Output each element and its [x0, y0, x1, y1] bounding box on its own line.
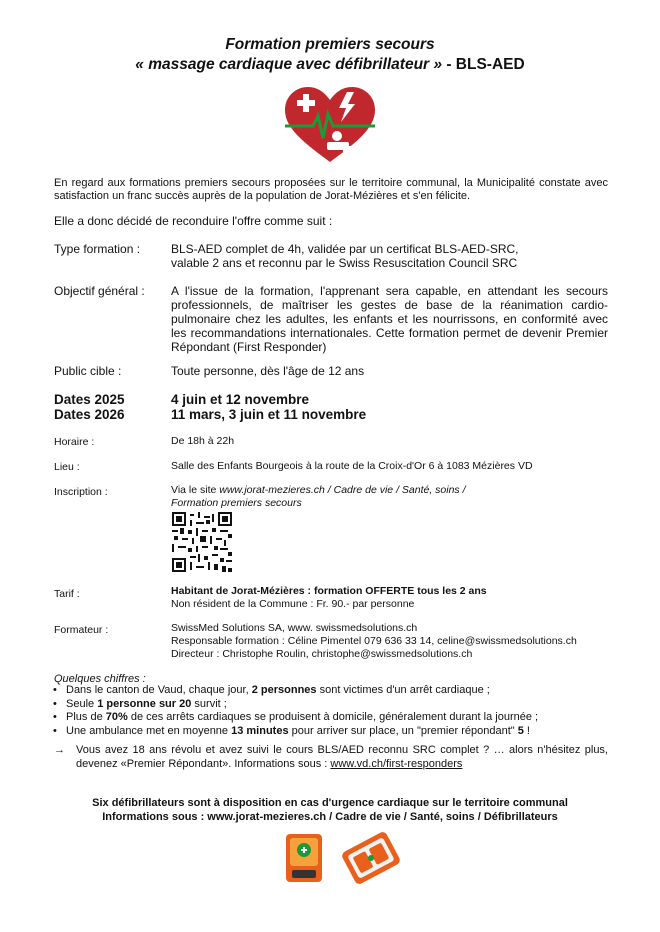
- intro-paragraph: En regard aux formations premiers secours proposées sur le territoire communal, la Municipalité constate avec satisfaction un franc succès auprès de la population de Jorat-Mézières et s'en félicite.: [54, 177, 608, 202]
- public-label: Public cible :: [54, 364, 122, 378]
- tarif-label: Tarif :: [54, 588, 80, 600]
- dates-2025-value: 4 juin et 12 novembre: [171, 392, 310, 407]
- inscription-value: [171, 484, 491, 510]
- list-item: • Seule 1 personne sur 20 survit ;: [52, 698, 612, 712]
- first-responder-note: [54, 743, 608, 771]
- chiffres-list: [52, 684, 612, 738]
- footer-line2: Informations sous : www.jorat-mezieres.ch / Cadre de vie / Santé, soins / Défibrillateurs: [102, 810, 558, 823]
- formateur-line3: Directeur : Christophe Roulin, christophe@swissmedsolutions.ch: [171, 648, 473, 660]
- horaire-label: Horaire :: [54, 436, 95, 448]
- footer-line1: Six défibrillateurs sont à disposition en cas d'urgence cardiaque sur le territoire communal: [92, 797, 568, 809]
- horaire-value: De 18h à 22h: [171, 435, 235, 447]
- subtitle-italic: « massage cardiaque avec défibrillateur »: [135, 56, 443, 73]
- lead-sentence: Elle a donc décidé de reconduire l'offre comme suit :: [54, 214, 333, 228]
- footer-info: [0, 797, 660, 824]
- formateur-line1: SwissMed Solutions SA, www. swissmedsolutions.ch: [171, 622, 418, 634]
- tarif-line2: Non résident de la Commune : Fr. 90.- par personne: [171, 598, 415, 610]
- chiffres-title: Quelques chiffres :: [54, 673, 146, 685]
- formateur-line2: Responsable formation : Céline Pimentel 079 636 33 14, celine@swissmedsolutions.ch: [171, 635, 577, 647]
- tarif-value: [171, 585, 608, 611]
- inscription-prefix: Via le site: [171, 484, 220, 496]
- dates-2026-value: 11 mars, 3 juin et 11 novembre: [171, 407, 367, 422]
- heart-aed-logo: [283, 86, 377, 164]
- inscription-link[interactable]: www.jorat-mezieres.ch / Cadre de vie / Santé, soins / Formation premiers secours: [171, 484, 466, 509]
- dates-2026-label: Dates 2026: [54, 407, 125, 422]
- subtitle-suffix: - BLS-AED: [442, 56, 525, 73]
- tarif-line1: Habitant de Jorat-Mézières : formation OFFERTE tous les 2 ans: [171, 585, 487, 597]
- first-responders-link[interactable]: www.vd.ch/first-responders: [330, 758, 463, 770]
- inscription-label: Inscription :: [54, 486, 108, 498]
- public-value: Toute personne, dès l'âge de 12 ans: [171, 364, 365, 378]
- arrow-icon: →: [54, 744, 65, 756]
- formateur-value: [171, 622, 608, 661]
- type-line1: BLS-AED complet de 4h, validée par un certificat BLS-AED-SRC,: [171, 242, 519, 256]
- type-value: [171, 242, 608, 270]
- objectif-label: Objectif général :: [54, 284, 145, 298]
- page-subtitle: [0, 56, 660, 74]
- type-line2: valable 2 ans et reconnu par le Swiss Resuscitation Council SRC: [171, 256, 518, 270]
- list-item: • Dans le canton de Vaud, chaque jour, 2 personnes sont victimes d'un arrêt cardiaque ;: [52, 684, 612, 698]
- defibrillator-icon: [284, 832, 324, 884]
- lieu-value: Salle des Enfants Bourgeois à la route de la Croix-d'Or 6 à 1083 Mézières VD: [171, 460, 533, 472]
- list-item: • Une ambulance met en moyenne 13 minutes pour arriver sur place, un "premier répondant" 5 !: [52, 725, 612, 739]
- open-defibrillator-icon: [340, 832, 402, 884]
- note-text: Vous avez 18 ans révolu et avez suivi le cours BLS/AED reconnu SRC complet ? … alors n'hésitez plus, devenez «Premier Répondant». Informations sous :: [76, 744, 608, 770]
- dates-2025-label: Dates 2025: [54, 392, 125, 407]
- formateur-label: Formateur :: [54, 624, 109, 636]
- page-title: Formation premiers secours: [225, 36, 435, 53]
- objectif-value: A l'issue de la formation, l'apprenant sera capable, en attendant les secours professionnels, de maîtriser les gestes de base de la réanimation cardio-pulmonaire chez les adultes, les enfants et les nourrissons, en conformité avec les recommandations internationales. Cette formation permet de devenir Premier Répondant (First Responder): [171, 284, 608, 354]
- list-item: • Plus de 70% de ces arrêts cardiaques se produisent à domicile, généralement durant la journée ;: [52, 711, 612, 725]
- qr-code: [172, 512, 232, 572]
- type-label: Type formation :: [54, 242, 141, 256]
- lieu-label: Lieu :: [54, 461, 80, 473]
